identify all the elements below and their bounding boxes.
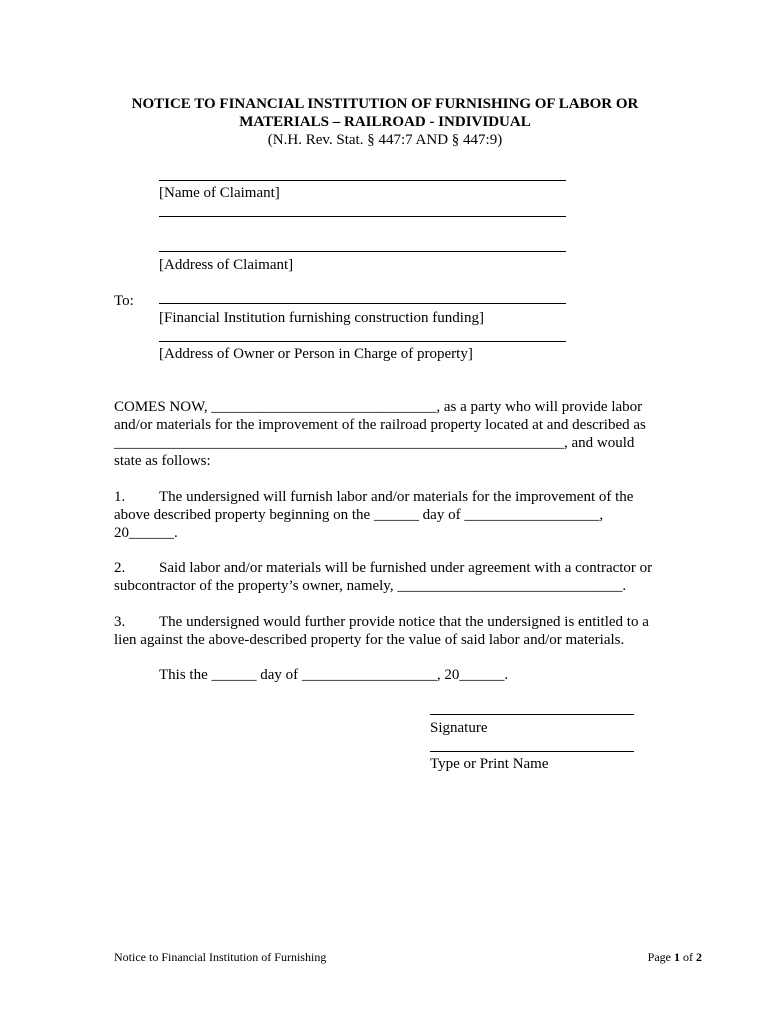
print-name-line[interactable] xyxy=(430,751,634,752)
item-2-line-2: subcontractor of the property’s owner, namely, ______________________________. xyxy=(114,578,627,594)
document-title-line-1: NOTICE TO FINANCIAL INSTITUTION OF FURNISHING OF LABOR OR xyxy=(131,96,639,112)
signature-label: Signature xyxy=(430,720,488,736)
intro-line-3: ____________________________________________________________, and would xyxy=(114,435,635,451)
item-1-line-3: 20______. xyxy=(114,525,178,541)
page-current: 1 xyxy=(674,950,680,964)
item-3-line-1: The undersigned would further provide notice that the undersigned is entitled to a xyxy=(159,614,649,630)
institution-line[interactable] xyxy=(159,303,566,304)
signature-line[interactable] xyxy=(430,714,634,715)
institution-label: [Financial Institution furnishing construction funding] xyxy=(159,310,484,326)
claimant-address-line[interactable] xyxy=(159,251,566,252)
statute-citation: (N.H. Rev. Stat. § 447:7 AND § 447:9) xyxy=(267,132,503,148)
item-2-line-1: Said labor and/or materials will be furnished under agreement with a contractor or xyxy=(159,560,653,576)
page-prefix: Page xyxy=(647,950,671,964)
intro-line-4: state as follows: xyxy=(114,453,211,469)
claimant-name-line[interactable] xyxy=(159,180,566,181)
intro-line-2: and/or materials for the improvement of the railroad property located at and described as xyxy=(114,417,646,433)
footer-document-name: Notice to Financial Institution of Furnishing xyxy=(114,950,327,964)
owner-address-line[interactable] xyxy=(159,341,566,342)
claimant-name-label: [Name of Claimant] xyxy=(159,185,280,201)
claimant-address-label: [Address of Claimant] xyxy=(159,257,294,273)
item-1-line-1: The undersigned will furnish labor and/or materials for the improvement of the xyxy=(159,489,634,505)
item-3-number: 3. xyxy=(114,614,126,630)
item-1-line-2: above described property beginning on the ______ day of __________________, xyxy=(114,507,604,523)
page-of: of xyxy=(683,950,693,964)
print-name-label: Type or Print Name xyxy=(430,756,549,772)
footer-page-number xyxy=(648,948,702,966)
claimant-name-line-2[interactable] xyxy=(159,216,566,217)
owner-address-label: [Address of Owner or Person in Charge of property] xyxy=(159,346,473,362)
item-1-number: 1. xyxy=(114,489,126,505)
date-line: This the ______ day of __________________, 20______. xyxy=(159,667,509,683)
to-label: To: xyxy=(114,293,134,309)
document-title-line-2: MATERIALS – RAILROAD - INDIVIDUAL xyxy=(239,114,531,130)
item-3-line-2: lien against the above-described property for the value of said labor and/or materials. xyxy=(114,632,625,648)
page-total: 2 xyxy=(696,950,702,964)
item-2-number: 2. xyxy=(114,560,126,576)
intro-line-1: COMES NOW, ______________________________, as a party who will provide labor xyxy=(114,399,643,415)
